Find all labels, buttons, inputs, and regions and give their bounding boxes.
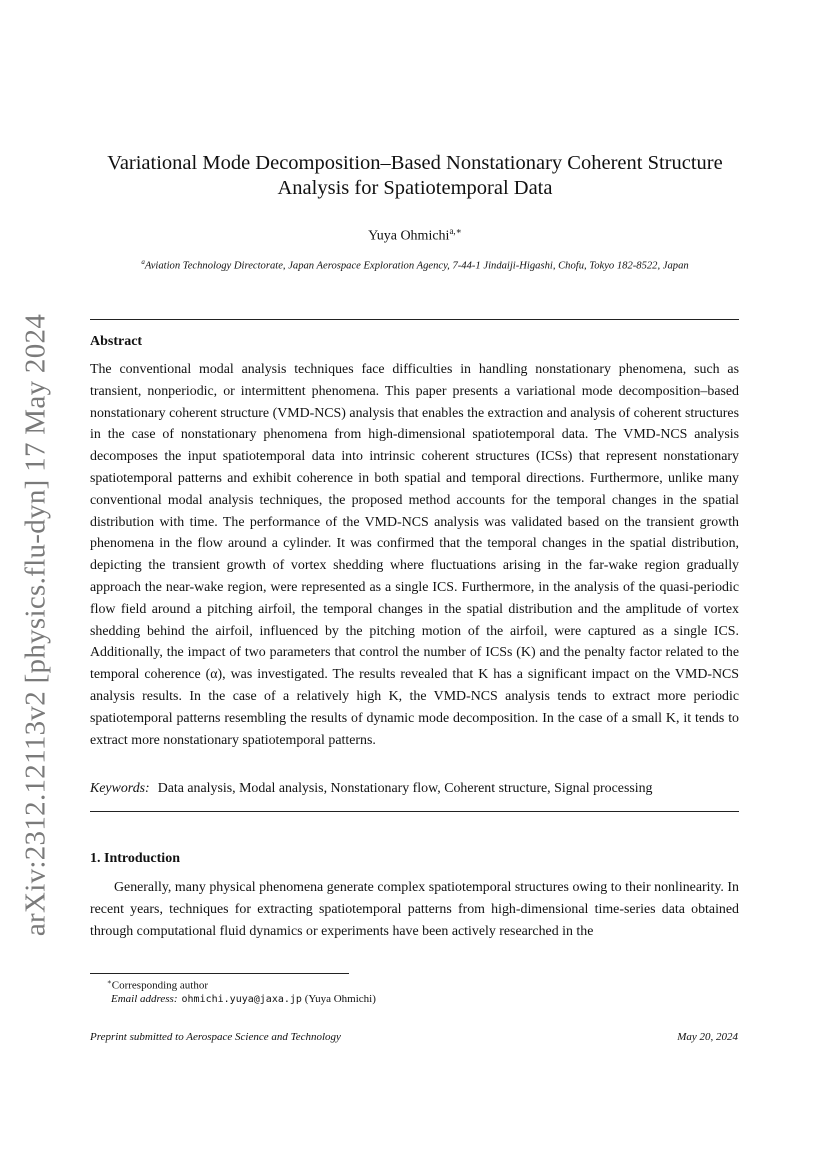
author-marks: a,∗ [449, 226, 462, 236]
keywords-label: Keywords: [90, 781, 150, 796]
title-line-1: Variational Mode Decomposition–Based Nonstationary Coherent Structure [107, 152, 723, 174]
footnote-email [111, 993, 376, 1005]
abstract-top-rule [90, 319, 739, 320]
title-line-2: Analysis for Spatiotemporal Data [277, 177, 553, 199]
preprint-note: Preprint submitted to Aerospace Science and Technology [90, 1031, 341, 1043]
footer-date: May 20, 2024 [677, 1031, 738, 1043]
email-label: Email address: [111, 993, 178, 1005]
footnote-corresponding [107, 978, 208, 992]
footnote-corresponding-text: Corresponding author [111, 979, 208, 992]
keywords-line [90, 781, 653, 797]
author-name: Yuya Ohmichi [368, 228, 450, 244]
affiliation-mark: a [141, 258, 145, 266]
abstract-heading: Abstract [90, 334, 143, 349]
abstract-body: The conventional modal analysis techniques face difficulties in handling nonstationary phenomena, such as transient, nonperiodic, or intermittent phenomena. This paper presents a variational mode decomposition–based nonstationary coherent structure (VMD-NCS) analysis that enables the extraction and analysis of coherent structures in the case of nonstationary phenomena from high-dimensional spatiotemporal data. The VMD-NCS analysis decomposes the input spatiotemporal data into intrinsic coherent structures (ICSs) that represent nonstationary spatiotemporal patterns and exhibit coherence in both spatial and temporal directions. Furthermore, unlike many conventional modal analysis techniques, the proposed method accounts for the temporal changes in the spatial distribution with time. The performance of the VMD-NCS analysis was validated based on the transient growth phenomena in the flow around a cylinder. It was confirmed that the temporal changes in the spatial distribution, depicting the transient growth of vortex shedding where fluctuations arising in the far-wake region gradually approach the near-wake region, were represented as a single ICS. Furthermore, in the analysis of the quasi-periodic flow field around a pitching airfoil, the temporal changes in the spatial distribution and the amplitude of vortex shedding behind the airfoil, influenced by the pitching motion of the airfoil, were captured as a single ICS. Additionally, the impact of two parameters that control the number of ICSs (K) and the penalty factor related to the temporal coherence (α), was investigated. The results revealed that K has a significant impact on the VMD-NCS analysis results. In the case of a relatively high K, the VMD-NCS analysis tends to extract more periodic spatiotemporal patterns resembling the results of dynamic mode decomposition. In the case of a small K, it tends to extract more nonstationary spatiotemporal patterns. [90, 362, 739, 748]
introduction-body: Generally, many physical phenomena generate complex spatiotemporal structures owing to their nonlinearity. In recent years, techniques for extracting spatiotemporal patterns from high-dimensional time-series data obtained through computational fluid dynamics or experiments have been actively researched in the [90, 880, 739, 939]
arxiv-side-stamp: arXiv:2312.12113v2 [physics.flu-dyn] 17 May 2024 [19, 313, 52, 937]
footnote-rule [90, 973, 349, 974]
keywords-text: Data analysis, Modal analysis, Nonstationary flow, Coherent structure, Signal processing [157, 781, 653, 796]
email-address-link[interactable]: ohmichi.yuya@jaxa.jp [181, 994, 302, 1005]
paper-title [90, 151, 740, 201]
author-line [90, 226, 740, 245]
affiliation-text: Aviation Technology Directorate, Japan Aerospace Exploration Agency, 7-44-1 Jindaiji-Higashi, Chofu, Tokyo 182-8522, Japan [144, 260, 689, 272]
section-heading-introduction: 1. Introduction [90, 851, 180, 866]
abstract-bottom-rule [90, 811, 739, 812]
email-owner: (Yuya Ohmichi) [304, 993, 376, 1005]
footnote-mark: ∗ [107, 978, 112, 986]
affiliation [84, 258, 746, 272]
